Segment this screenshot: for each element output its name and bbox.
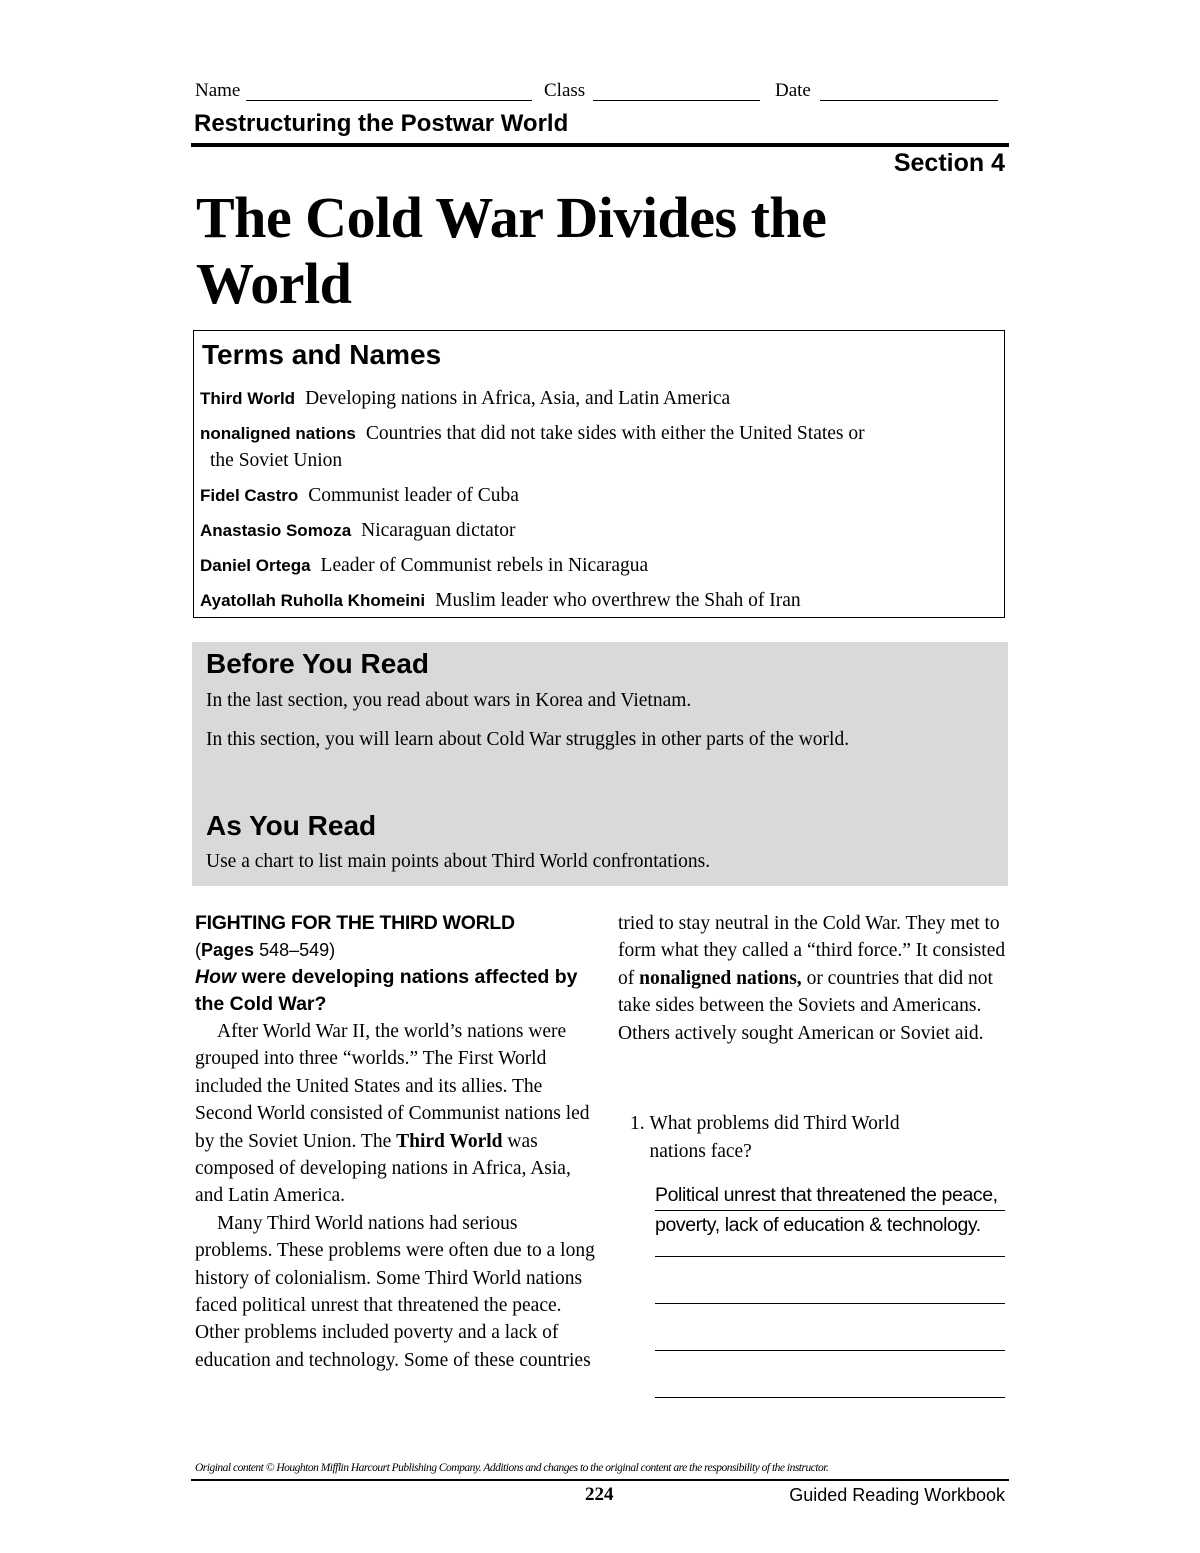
paragraph-continued-b: or countries that did not take sides between the Soviets and Americans. Others actively sought American or Soviet aid. [618,967,993,1044]
term-definition-continued: the Soviet Union [210,450,343,471]
question-number: 1. [630,1113,645,1134]
terms-heading: Terms and Names [202,339,442,370]
page-title: The Cold War Divides the World [196,185,827,316]
answer-line[interactable] [655,1256,1005,1257]
term-definition: Muslim leader who overthrew the Shah of Iran [435,590,801,611]
term-name: Fidel Castro [200,486,299,505]
term-item [200,552,990,579]
term-item [200,385,990,412]
as-you-read-text: Use a chart to list main points about Third World confrontations. [206,851,711,872]
page-number: 224 [585,1484,614,1505]
answer-line[interactable] [655,1397,1005,1398]
right-column [618,910,1010,1047]
term-definition: Communist leader of Cuba [308,485,519,506]
header-rule [191,143,1009,147]
question-text: What problems did Third World nations face? [649,1113,900,1162]
paragraph-2 [195,1210,595,1374]
pages-label: Pages [201,940,255,960]
section-subheading: FIGHTING FOR THE THIRD WORLD [195,912,515,934]
term-name: Anastasio Somoza [200,521,352,540]
paragraph-1-b: was composed of developing nations in Africa, Asia, and Latin America. [195,1130,571,1207]
name-field[interactable] [246,100,532,101]
term-name: Daniel Ortega [200,556,311,575]
as-you-read-heading: As You Read [206,810,377,841]
term-item [200,587,990,614]
term-item [200,482,990,509]
paragraph-1-a: After World War II, the world’s nations were grouped into three “worlds.” The First World included the United States and its allies. The Second World consisted of Communist nations led by the Soviet Union. The [195,1021,590,1152]
paragraph-continued-a: tried to stay neutral in the Cold War. They met to form what they called a “third force.” It consisted of [618,913,1006,989]
chapter-title: Restructuring the Postwar World [194,110,569,137]
date-label: Date [775,80,811,101]
footer-rule [191,1479,1009,1481]
student-info-line [0,80,1200,110]
term-name: Third World [200,389,296,408]
before-you-read-heading: Before You Read [206,648,430,679]
paragraph-continued [618,910,1010,1047]
term-item [200,517,990,544]
class-label: Class [544,80,586,101]
question-1 [630,1110,990,1166]
answer-line[interactable] [655,1210,1005,1211]
answer-text-line-1[interactable]: Political unrest that threatened the peace, [655,1184,998,1206]
terms-box [193,330,1005,618]
pages-range: 548–549) [259,940,336,960]
workbook-label: Guided Reading Workbook [789,1485,1005,1505]
pages-reference [195,937,595,964]
paragraph-2-text: Many Third World nations had serious problems. These problems were often due to a long history of colonialism. Some Third World nations faced political unrest that threatened the peace. Other problems included poverty and a lack of education and technology. Some of these countries [195,1212,595,1371]
before-you-read-text-1: In the last section, you read about wars in Korea and Vietnam. [206,690,692,711]
name-label: Name [195,80,241,101]
copyright-note: Original content © Houghton Mifflin Harcourt Publishing Company. Additions and changes to the original content are the responsibility of the instructor. [195,1462,829,1474]
term-name: nonaligned nations [200,424,356,443]
class-field[interactable] [593,100,760,101]
term-definition: Nicaraguan dictator [361,520,516,541]
answer-line[interactable] [655,1350,1005,1351]
term-definition: Leader of Communist rebels in Nicaragua [320,555,649,576]
left-column [195,910,595,1374]
before-you-read-text-2: In this section, you will learn about Cold War struggles in other parts of the world. [206,729,850,750]
answer-text-line-2[interactable]: poverty, lack of education & technology. [655,1214,981,1236]
paragraph-1 [195,1018,595,1210]
section-label: Section 4 [893,149,1005,177]
term-item [200,420,990,474]
guiding-question [195,964,595,1018]
term-definition: Developing nations in Africa, Asia, and Latin America [305,388,731,409]
date-field[interactable] [820,100,998,101]
term-definition: Countries that did not take sides with either the United States or [365,423,865,444]
reading-guide-box [192,642,1008,886]
term-highlight: Third World [396,1130,503,1152]
question-rest: were developing nations affected by the Cold War? [195,966,578,1015]
pages-open: ( [195,940,201,960]
term-highlight: nonaligned nations, [639,967,802,989]
answer-line[interactable] [655,1303,1005,1304]
question-how: How [195,966,237,988]
term-name: Ayatollah Ruholla Khomeini [200,591,426,610]
